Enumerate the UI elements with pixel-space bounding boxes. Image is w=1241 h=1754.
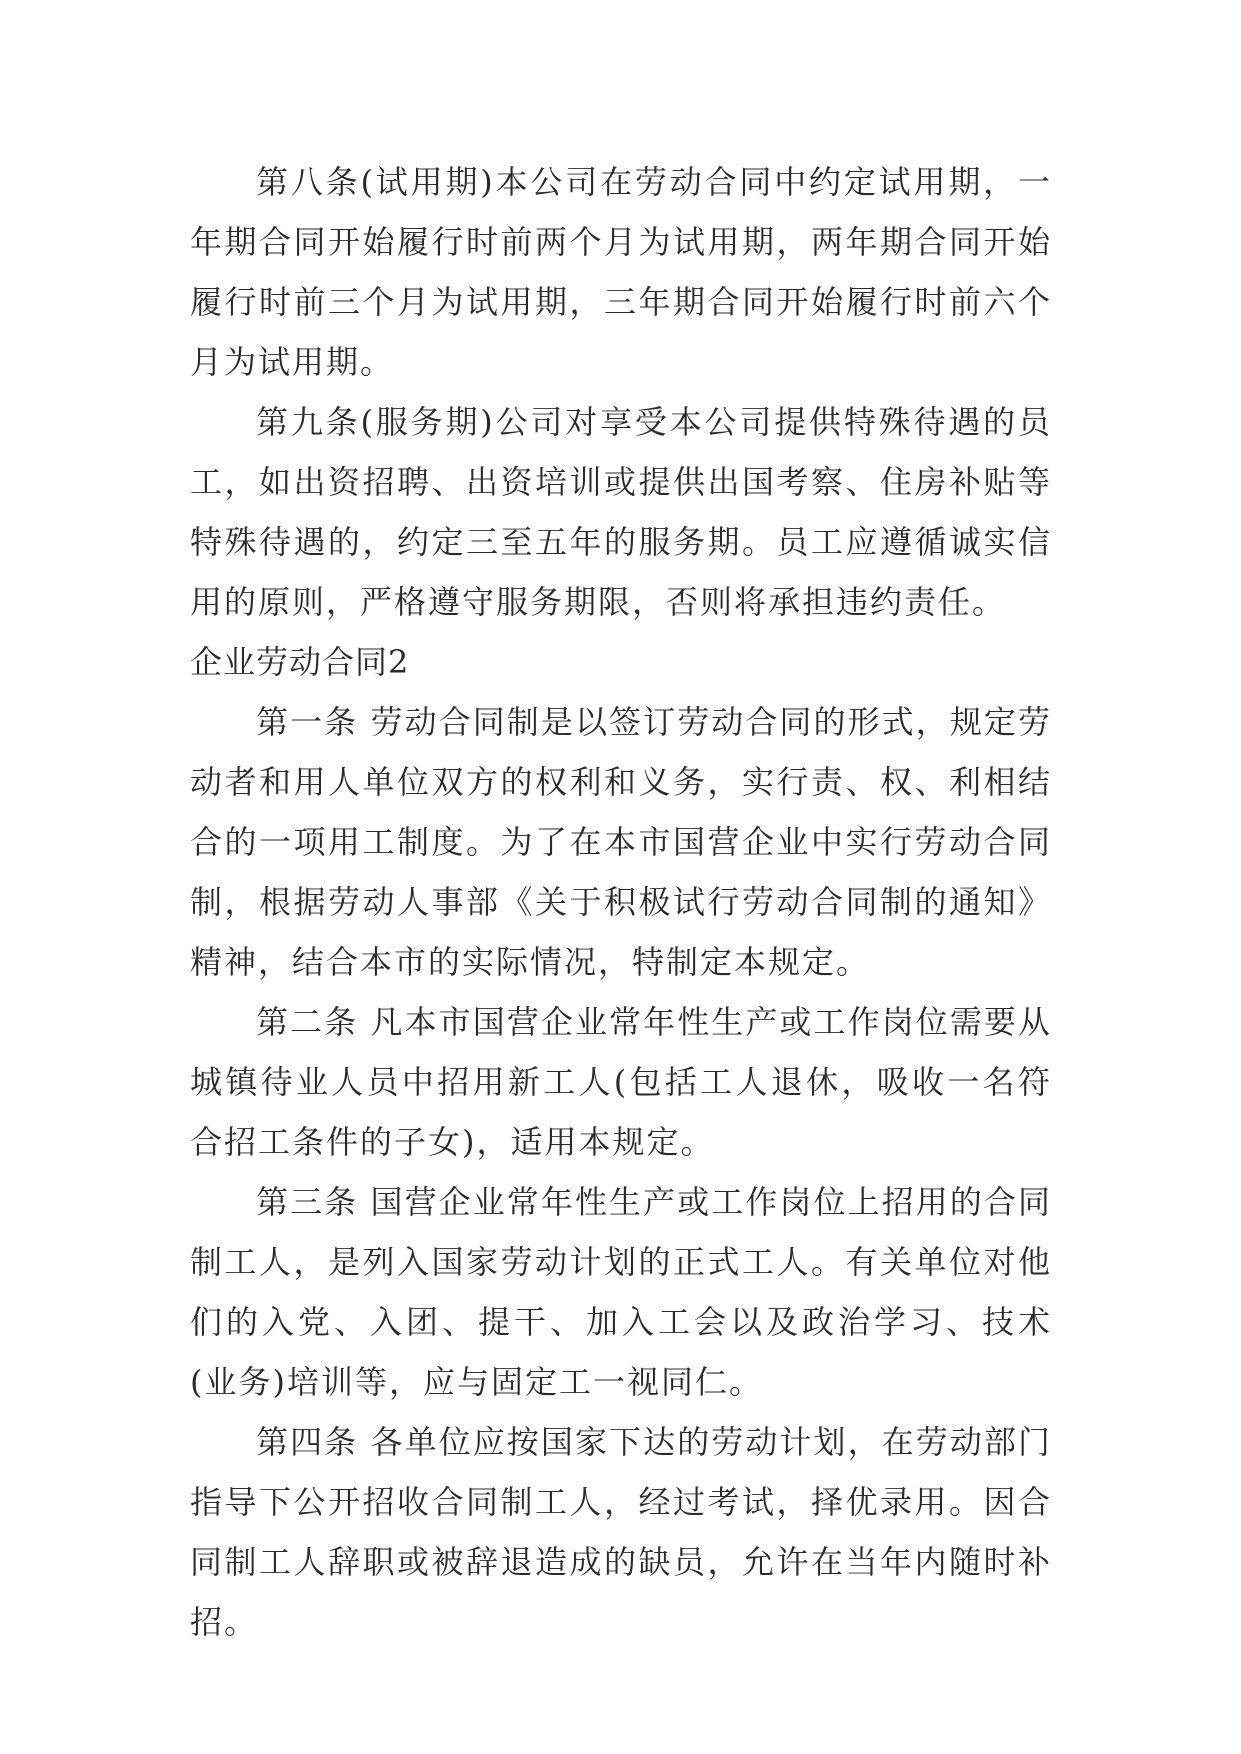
paragraph-article-4: 第四条 各单位应按国家下达的劳动计划，在劳动部门指导下公开招收合同制工人，经过考试，择优录用。因合同制工人辞职或被辞退造成的缺员，允许在当年内随时补招。 <box>190 1423 1052 1641</box>
paragraph-article-1: 第一条 劳动合同制是以签订劳动合同的形式，规定劳动者和用人单位双方的权利和义务，实行责、权、利相结合的一项用工制度。为了在本市国营企业中实行劳动合同制，根据劳动人事部《关于积极试行劳动合同制的通知》精神，结合本市的实际情况，特制定本规定。 <box>190 703 1052 981</box>
paragraph-article-3: 第三条 国营企业常年性生产或工作岗位上招用的合同制工人，是列入国家劳动计划的正式工人。有关单位对他们的入党、入团、提干、加入工会以及政治学习、技术(业务)培训等，应与固定工一视同仁。 <box>190 1183 1052 1401</box>
paragraph-article-9: 第九条(服务期)公司对享受本公司提供特殊待遇的员工，如出资招聘、出资培训或提供出国考察、住房补贴等特殊待遇的，约定三至五年的服务期。员工应遵循诚实信用的原则，严格遵守服务期限，否则将承担违约责任。 <box>190 403 1052 621</box>
section-title: 企业劳动合同2 <box>190 643 410 681</box>
paragraph-article-8: 第八条(试用期)本公司在劳动合同中约定试用期，一年期合同开始履行时前两个月为试用期，两年期合同开始履行时前三个月为试用期，三年期合同开始履行时前六个月为试用期。 <box>190 163 1052 381</box>
paragraph-article-2: 第二条 凡本市国营企业常年性生产或工作岗位需要从城镇待业人员中招用新工人(包括工人退休，吸收一名符合招工条件的子女)，适用本规定。 <box>190 1003 1052 1161</box>
document-body <box>190 152 1052 1652</box>
